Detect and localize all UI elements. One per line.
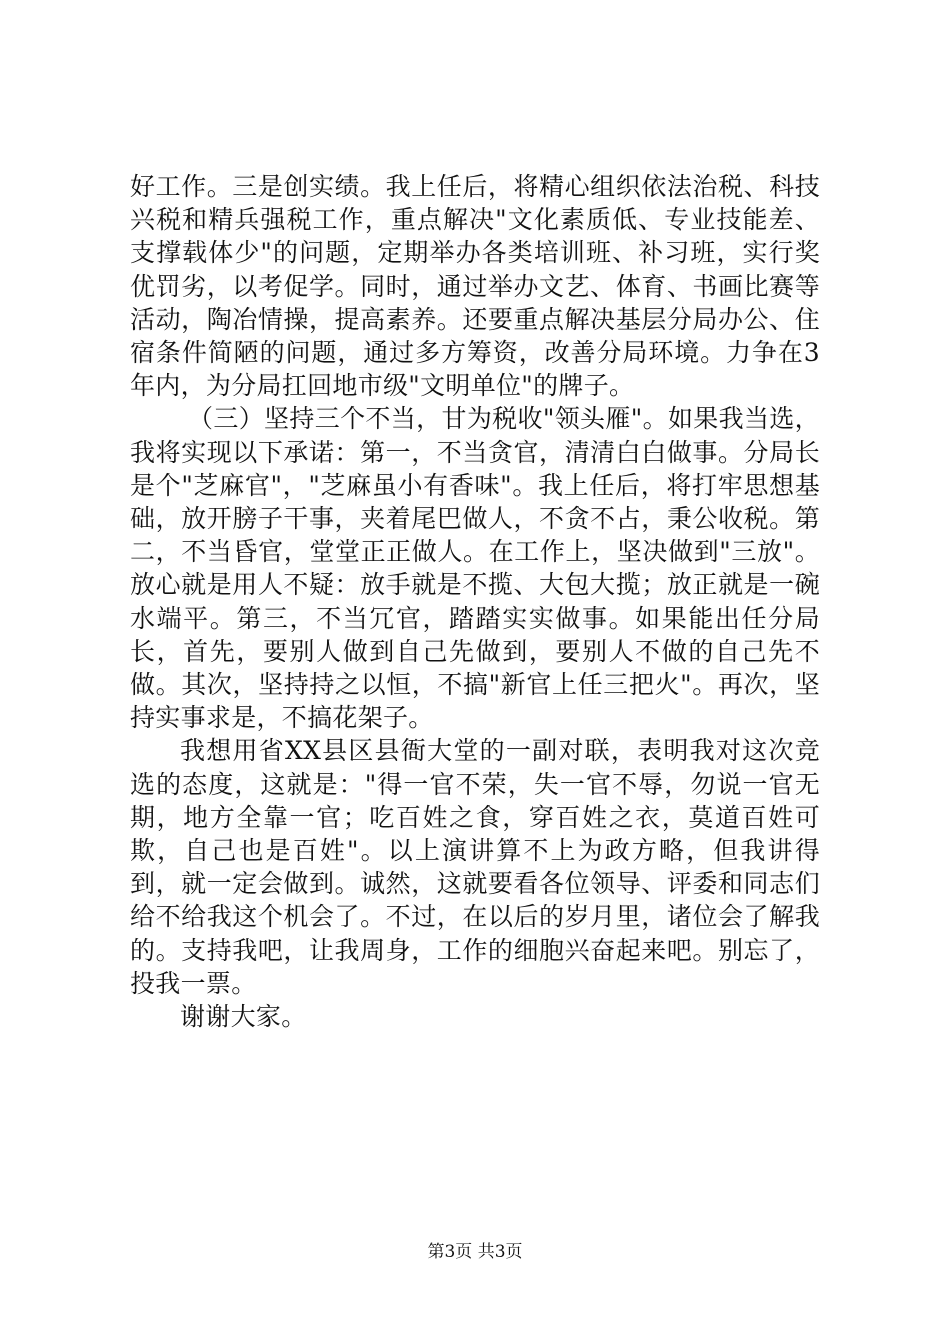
paragraph-section-three: （三）坚持三个不当，甘为税收"领头雁"。如果我当选，我将实现以下承诺：第一，不当贪官，清清白白做事。分局长是个"芝麻官"，"芝麻虽小有香味"。我上任后，将打牢思想基础，放开膀子干事，夹着尾巴做人，不贪不占，秉公收税。第二，不当昏官，堂堂正正做人。在工作上，坚决做到"三放"。放心就是用人不疑：放手就是不揽、大包大揽；放正就是一碗水端平。第三，不当冗官，踏踏实实做事。如果能出任分局长，首先，要别人做到自己先做到，要别人不做的自己先不做。其次，坚持持之以恒，不搞"新官上任三把火"。再次，坚持实事求是，不搞花架子。 [130,404,820,733]
document-body [130,170,820,1033]
paragraph-couplet: 我想用省XX县区县衙大堂的一副对联，表明我对这次竞选的态度，这就是："得一官不荣，失一官不辱，勿说一官无期，地方全靠一官；吃百姓之食，穿百姓之衣，莫道百姓可欺，自己也是百姓"。以上演讲算不上为政方略，但我讲得到，就一定会做到。诚然，这就要看各位领导、评委和同志们给不给我这个机会了。不过，在以后的岁月里，诸位会了解我的。支持我吧，让我周身，工作的细胞兴奋起来吧。别忘了，投我一票。 [130,736,820,998]
paragraph-continued: 好工作。三是创实绩。我上任后，将精心组织依法治税、科技兴税和精兵强税工作，重点解决"文化素质低、专业技能差、支撑载体少"的问题，定期举办各类培训班、补习班，实行奖优罚劣，以考促学。同时，通过举办文艺、体育、书画比赛等活动，陶冶情操，提高素养。还要重点解决基层分局办公、住宿条件简陋的问题，通过多方筹资，改善分局环境。力争在3年内，为分局扛回地市级"文明单位"的牌子。 [130,172,820,401]
page-footer: 第3页 共3页 [427,1242,523,1262]
paragraph-thanks: 谢谢大家。 [180,1002,307,1032]
